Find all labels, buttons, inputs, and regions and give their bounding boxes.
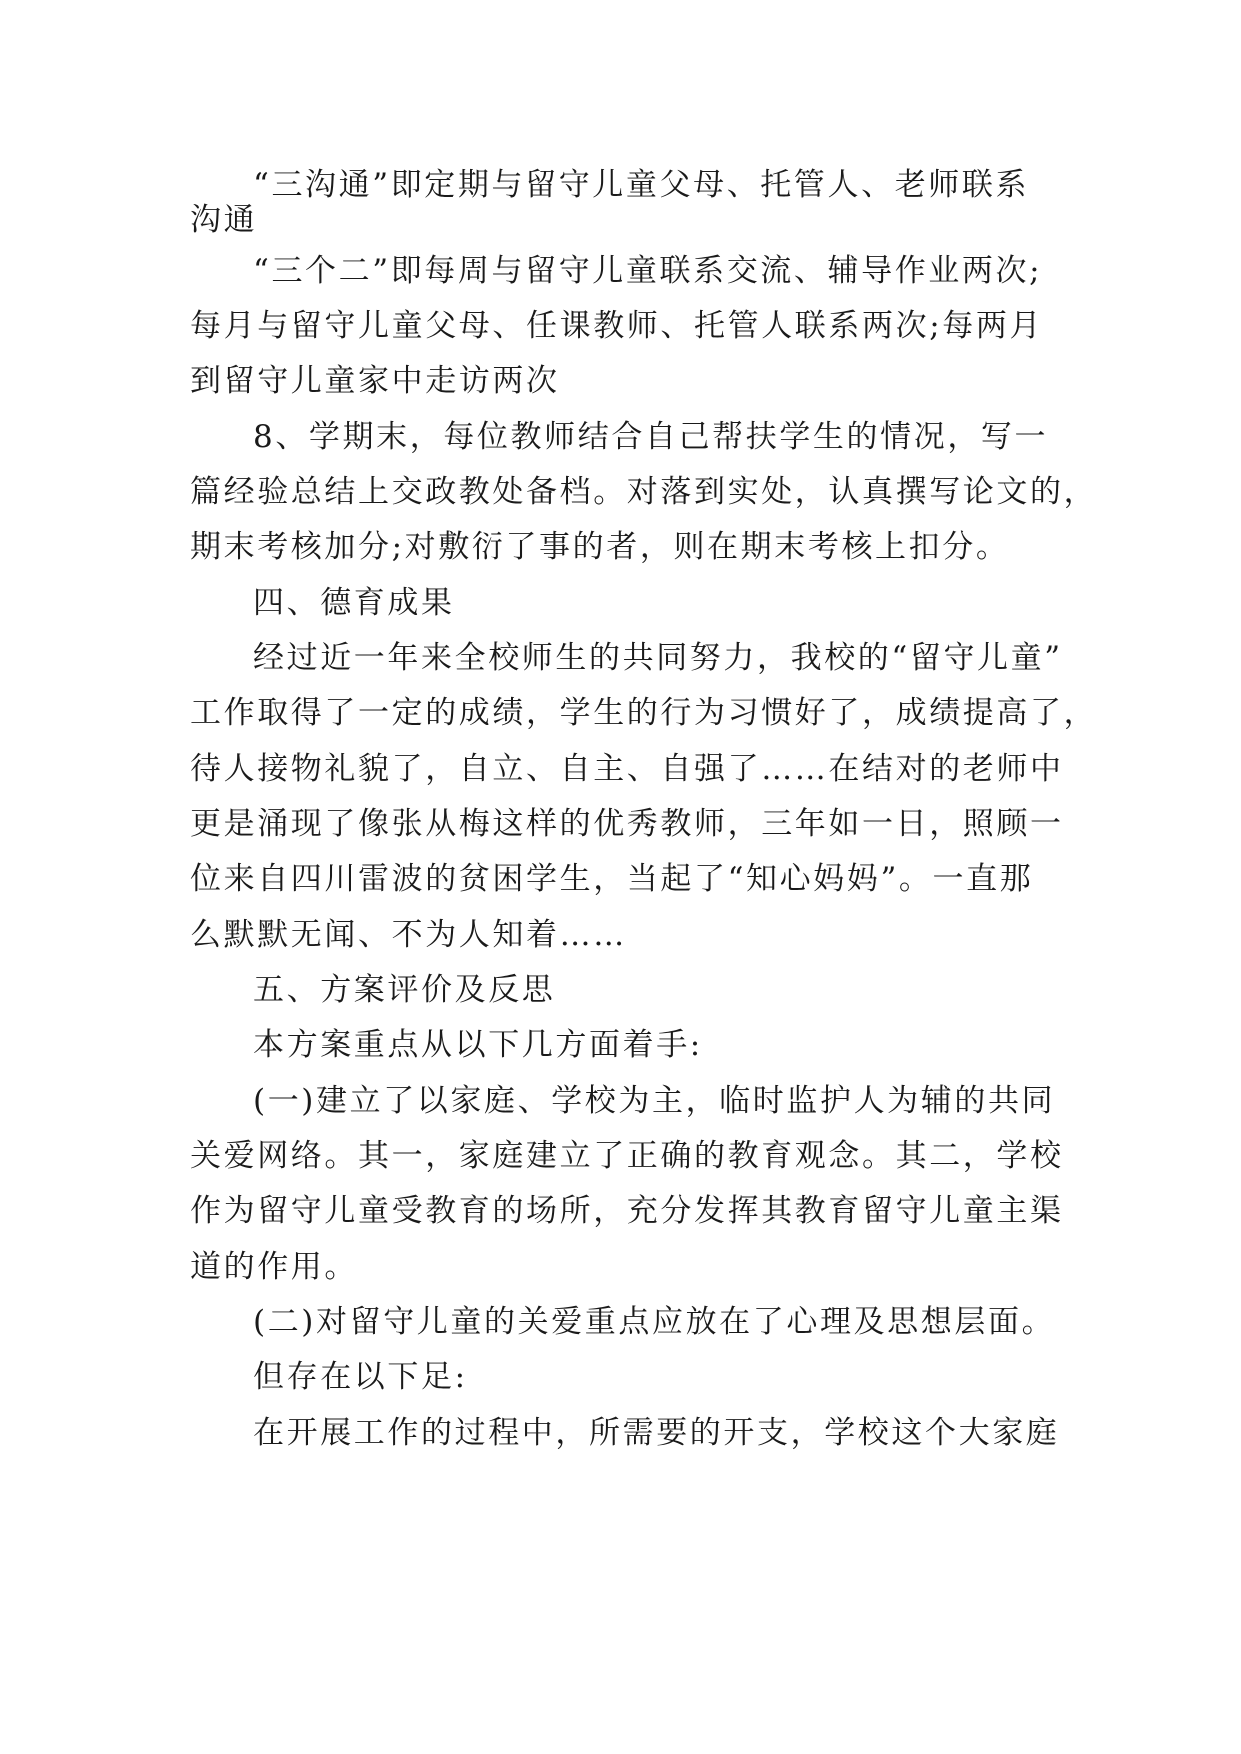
paragraph-line: 工作取得了一定的成绩，学生的行为习惯好了，成绩提高了，	[190, 695, 1098, 731]
paragraph-line: (一)建立了以家庭、学校为主，临时监护人为辅的共同	[253, 1083, 1056, 1119]
paragraph-line: 在开展工作的过程中，所需要的开支，学校这个大家庭	[253, 1415, 1060, 1451]
paragraph-line: 沟通	[190, 202, 258, 238]
paragraph-line: 每月与留守儿童父母、任课教师、托管人联系两次;每两月	[190, 308, 1044, 344]
paragraph-line: 8、学期末，每位教师结合自己帮扶学生的情况，写一	[253, 419, 1049, 455]
paragraph-line: 本方案重点从以下几方面着手:	[253, 1027, 703, 1063]
paragraph-line: 位来自四川雷波的贫困学生，当起了“知心妈妈”。一直那	[190, 861, 1034, 897]
section-heading: 五、方案评价及反思	[253, 972, 556, 1008]
paragraph-line: 么默默无闻、不为人知着……	[190, 917, 627, 953]
paragraph-line: 期末考核加分;对敷衍了事的者，则在期末考核上扣分。	[190, 529, 1010, 565]
paragraph-line: 关爱网络。其一，家庭建立了正确的教育观念。其二，学校	[190, 1138, 1064, 1174]
paragraph-line: “三沟通”即定期与留守儿童父母、托管人、老师联系	[253, 167, 1030, 203]
paragraph-line: 作为留守儿童受教育的场所，充分发挥其教育留守儿童主渠	[190, 1193, 1064, 1229]
paragraph-line: “三个二”即每周与留守儿童联系交流、辅导作业两次;	[253, 253, 1043, 289]
paragraph-line: 到留守儿童家中走访两次	[190, 363, 560, 399]
paragraph-line: 道的作用。	[190, 1249, 358, 1285]
paragraph-line: 经过近一年来全校师生的共同努力，我校的“留守儿童”	[253, 640, 1063, 676]
paragraph-line: 待人接物礼貌了，自立、自主、自强了……在结对的老师中	[190, 751, 1064, 787]
paragraph-line: (二)对留守儿童的关爱重点应放在了心理及思想层面。	[253, 1304, 1056, 1340]
section-heading: 四、德育成果	[253, 585, 455, 621]
paragraph-line: 更是涌现了像张从梅这样的优秀教师，三年如一日，照顾一	[190, 806, 1064, 842]
paragraph-line: 但存在以下足:	[253, 1359, 468, 1395]
paragraph-line: 篇经验总结上交政教处备档。对落到实处，认真撰写论文的，	[190, 474, 1098, 510]
